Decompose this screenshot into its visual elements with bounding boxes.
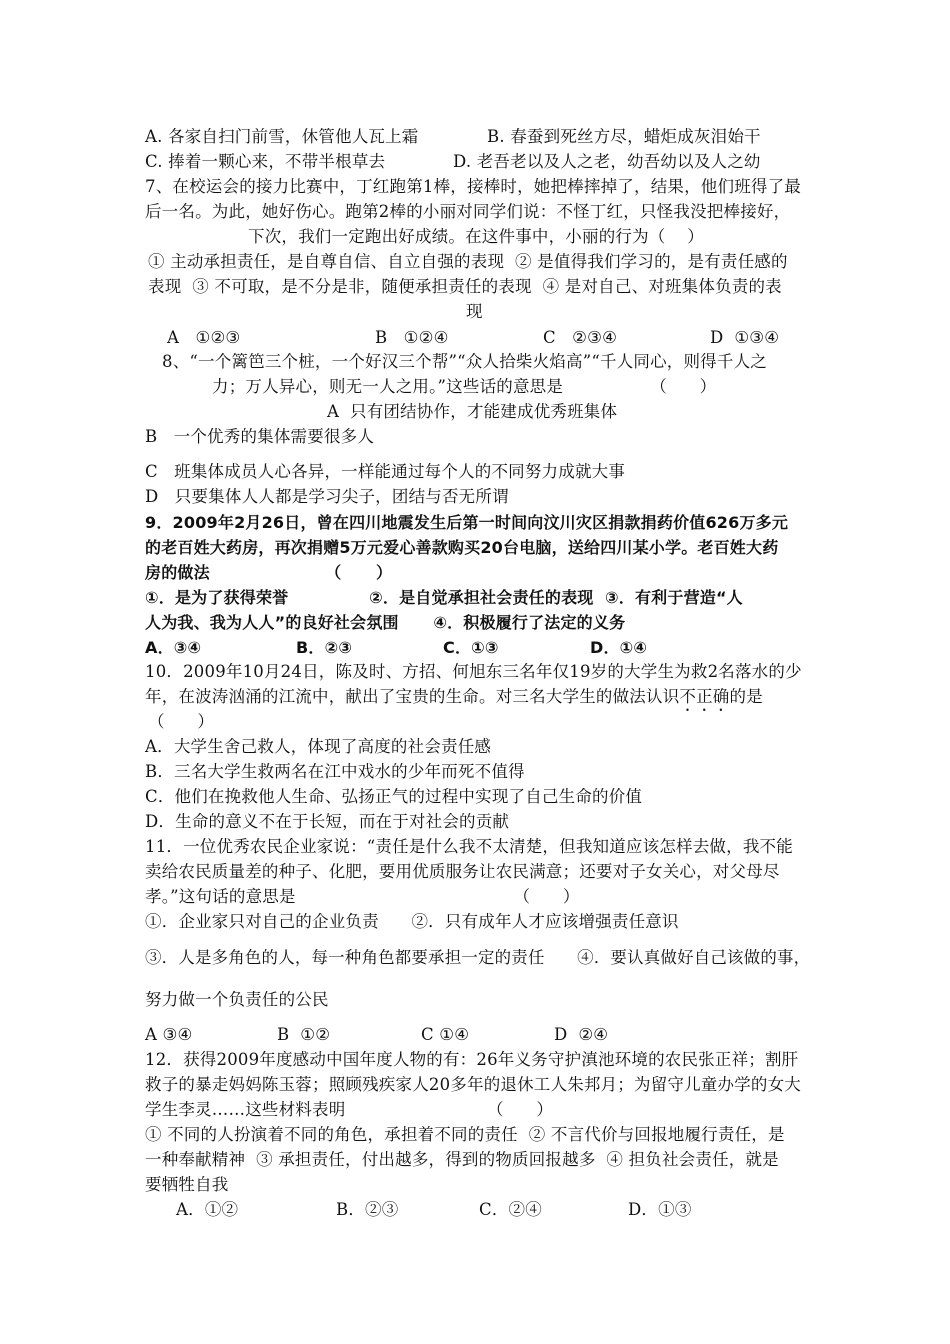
q7-option-b: B ①②④ [375, 328, 449, 347]
q10-answer-blank: （ ） [148, 712, 215, 731]
q10-option-b: B．三名大学生救两名在江中戏水的少年而死不值得 [145, 762, 525, 781]
q8-option-d: D 只要集体人人都是学习尖子，团结与否无所谓 [145, 487, 509, 506]
q6-option-c: C. 捧着一颗心来，不带半根草去 [145, 152, 386, 171]
q12-statement-line3: 要牺牲自我 [145, 1175, 229, 1194]
q11-option-c: C ①④ [421, 1025, 470, 1044]
q6-option-b: B. 春蚕到死丝方尽，蜡炬成灰泪始干 [487, 127, 761, 146]
q11-option-a: A ③④ [145, 1025, 193, 1044]
q9-option-a: A．③④ [145, 638, 202, 657]
q10-option-a: A．大学生舍己救人，体现了高度的社会责任感 [145, 737, 492, 756]
q11-option-d: D ②④ [554, 1025, 609, 1044]
q9-statement-line2: 人为我、我为人人”的良好社会氛围 ④．积极履行了法定的义务 [145, 613, 626, 632]
q6-option-d: D. 老吾老以及人之老，幼吾幼以及人之幼 [453, 152, 761, 171]
q10-option-c: C．他们在挽救他人生命、弘扬正气的过程中实现了自己生命的价值 [145, 787, 643, 806]
q11-option-b: B ①② [277, 1025, 331, 1044]
q10-stem-line2 [145, 686, 763, 715]
q10-option-d: D．生命的意义不在于长短，而在于对社会的贡献 [145, 812, 510, 831]
q11-statement-line2: ③．人是多角色的人，每一种角色都要承担一定的责任 ④．要认真做好自己该做的事， [145, 948, 811, 967]
q7-option-d: D ①③④ [710, 328, 780, 347]
q6-option-a: A. 各家自扫门前雪，休管他人瓦上霜 [145, 127, 419, 146]
q8-stem-line1: 8、“一个篱笆三个桩，一个好汉三个帮”“众人拾柴火焰高”“千人同心，则得千人之 [162, 352, 767, 371]
q12-option-a: A．①② [176, 1200, 239, 1219]
q11-statement-line3: 努力做一个负责任的公民 [145, 990, 329, 1009]
q10-emphasis-text: 不正确 [679, 687, 730, 706]
q8-stem-line2: 力；万人异心，则无一人之用。”这些话的意思是 （ ） [212, 377, 717, 396]
q7-stem-line3: 下次，我们一定跑出好成绩。在这件事中，小丽的行为（ ） [248, 227, 704, 246]
q10-stem-text: 年，在波涛汹涌的江流中，献出了宝贵的生命。对三名大学生的做法认识 [145, 687, 680, 706]
q12-statement-line2: 一种奉献精神 ③ 承担责任，付出越多，得到的物质回报越多 ④ 担负社会责任，就是 [145, 1150, 779, 1169]
q7-statement-line3: 现 [466, 302, 483, 321]
q8-option-c: C 班集体成员人心各异，一样能通过每个人的不同努力成就大事 [145, 462, 626, 481]
q7-stem-line2: 后一名。为此，她好伤心。跑第2棒的小丽对同学们说：不怪丁红，只怪我没把棒接好， [145, 202, 791, 221]
q10-stem-line1: 10．2009年10月24日，陈及时、方招、何旭东三名年仅19岁的大学生为救2名落水的少 [145, 662, 802, 681]
q7-statement-line2: 表现 ③ 不可取，是不分是非，随便承担责任的表现 ④ 是对自己、对班集体负责的表 [148, 277, 782, 296]
q7-option-c: C ②③④ [543, 328, 618, 347]
q9-option-d: D．①④ [590, 638, 648, 657]
q8-option-a: A 只有团结协作，才能建成优秀班集体 [327, 402, 618, 421]
q12-option-b: B．②③ [336, 1200, 399, 1219]
q12-stem-line2: 救子的暴走妈妈陈玉蓉；照顾残疾家人20多年的退休工人朱邦月；为留守儿童办学的女大 [145, 1075, 801, 1094]
q10-stem-tail: 的是 [729, 687, 763, 706]
q9-stem-line3: 房的做法 （ ） [145, 563, 393, 582]
q9-stem-line2: 的老百姓大药房，再次捐赠5万元爱心善款购买20台电脑，送给四川某小学。老百姓大药 [145, 538, 779, 557]
q12-stem-line3: 学生李灵……这些材料表明 （ ） [145, 1100, 554, 1119]
q12-option-d: D．①③ [628, 1200, 692, 1219]
q11-statement-line1: ①．企业家只对自己的企业负责 ②．只有成年人才应该增强责任意识 [145, 912, 679, 931]
q9-option-b: B．②③ [296, 638, 353, 657]
q8-option-b: B 一个优秀的集体需要很多人 [145, 427, 375, 446]
q12-stem-line1: 12．获得2009年度感动中国年度人物的有：26年义务守护滇池环境的农民张正祥；割肝 [145, 1050, 799, 1069]
q11-stem-line1: 11．一位优秀农民企业家说：“责任是什么我不太清楚，但我知道应该怎样去做，我不能 [145, 837, 793, 856]
q11-stem-line2: 卖给农民质量差的种子、化肥，要用优质服务让农民满意；还要对子女关心，对父母尽 [145, 862, 780, 881]
q9-statement-line1: ①．是为了获得荣誉 ②．是自觉承担社会责任的表现 ③．有利于营造“人 [145, 588, 743, 607]
q7-stem-line1: 7、在校运会的接力比赛中，丁红跑第1棒，接棒时，她把棒摔掉了，结果，他们班得了最 [145, 177, 801, 196]
q9-option-c: C．①③ [443, 638, 499, 657]
q7-option-a: A ①②③ [167, 328, 241, 347]
q7-statement-line1: ① 主动承担责任，是自尊自信、自立自强的表现 ② 是值得我们学习的，是有责任感的 [148, 252, 788, 271]
q12-option-c: C．②④ [479, 1200, 542, 1219]
q12-statement-line1: ① 不同的人扮演着不同的角色，承担着不同的责任 ② 不言代价与回报地履行责任，是 [145, 1125, 785, 1144]
q9-stem-line1: 9．2009年2月26日，曾在四川地震发生后第一时间向汶川灾区捐款捐药价值626万多元 [145, 513, 789, 532]
q11-stem-line3: 孝。”这句话的意思是 （ ） [145, 887, 580, 906]
